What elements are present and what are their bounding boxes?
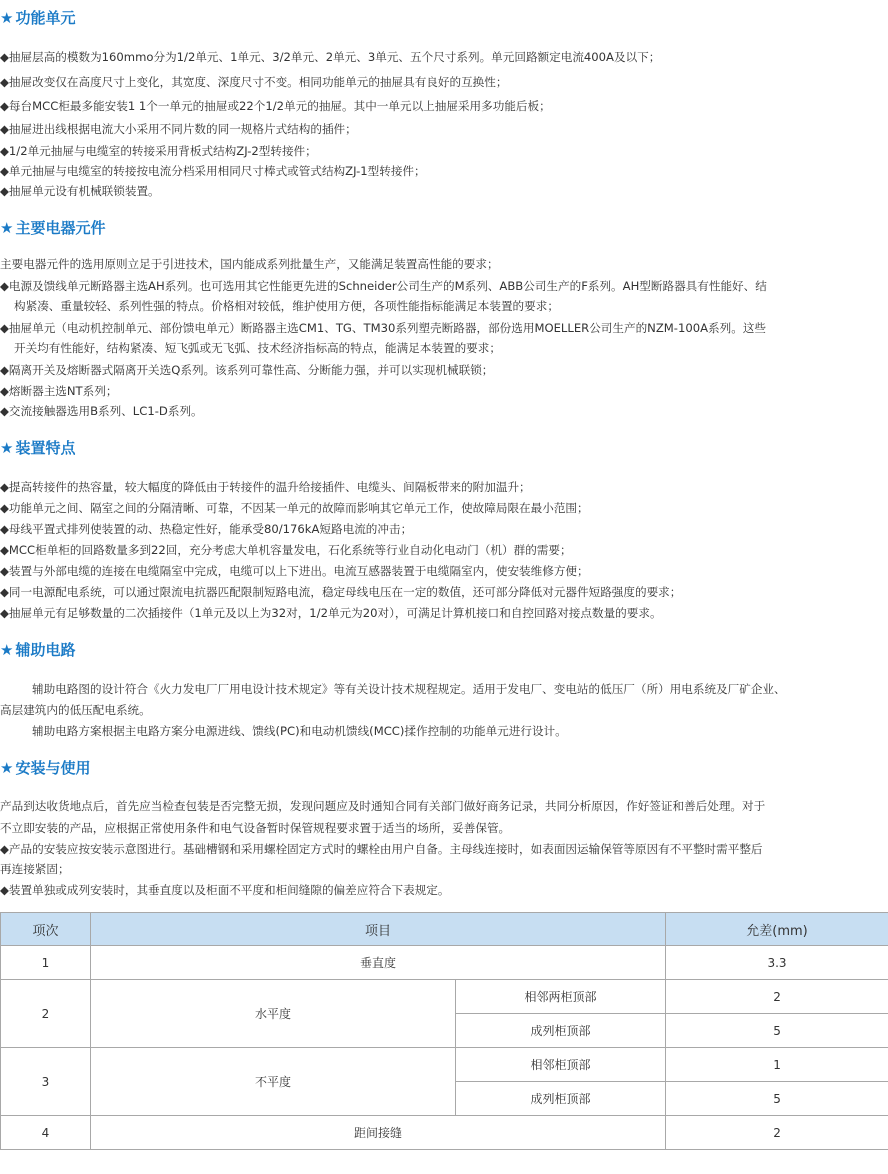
table-header-row	[1, 913, 888, 946]
row-value: 3.3	[666, 946, 888, 980]
star-icon: ★	[0, 439, 14, 457]
s4-line: 辅助电路方案根据主电路方案分电源进线、馈线(PC)和电动机馈线(MCC)揉作控制的功能单元进行设计。	[32, 724, 567, 738]
s4-line: 高层建筑内的低压配电系统。	[0, 703, 151, 717]
s4-line: 辅助电路图的设计符合《火力发电厂厂用电设计技术规定》等有关设计技术规程规定。适用于发电厂、变电站的低压厂（所）用电系统及厂矿企业、	[32, 682, 786, 696]
row-value: 5	[666, 1014, 888, 1048]
row-item: 垂直度	[91, 946, 666, 980]
s1-line: ◆抽屉进出线根据电流大小采用不同片数的同一规格片式结构的插件；	[0, 122, 357, 136]
s5-line: 产品到达收货地点后，首先应当检查包装是否完整无损，发现问题应及时通知合同有关部门做好商务记录，共同分析原因，作好签证和善后处理。对于	[0, 799, 766, 813]
table-row	[1, 1048, 888, 1082]
row-value: 5	[666, 1082, 888, 1116]
row-item: 不平度	[91, 1048, 456, 1116]
table-row	[1, 1116, 888, 1150]
row-subitem: 相邻两柜顶部	[456, 980, 666, 1014]
s5-line: 不立即安装的产品，应根据正常使用条件和电气设备暂时保管规程要求置于适当的场所，妥善保管。	[0, 821, 511, 835]
s2-line: ◆熔断器主选NT系列；	[0, 384, 118, 398]
row-value: 2	[666, 1116, 888, 1150]
s1-line: ◆每台MCC柜最多能安装1 1个一单元的抽屉或22个1/2单元的抽屉。其中一单元以上抽屉采用多功能后板；	[0, 99, 551, 113]
s2-line: ◆隔离开关及熔断器式隔离开关选Q系列。该系列可靠性高、分断能力强，并可以实现机械联锁；	[0, 363, 494, 377]
row-no: 2	[1, 980, 91, 1048]
row-item: 水平度	[91, 980, 456, 1048]
s3-line: ◆提高转接件的热容量，较大幅度的降低由于转接件的温升给接插件、电缆头、间隔板带来的附加温升；	[0, 480, 531, 494]
star-icon: ★	[0, 641, 14, 659]
s2-line: ◆交流接触器选用B系列、LC1-D系列。	[0, 404, 203, 418]
row-value: 2	[666, 980, 888, 1014]
s1-line: ◆单元抽屉与电缆室的转接按电流分档采用相同尺寸棒式或管式结构ZJ-1型转接件；	[0, 164, 426, 178]
star-icon: ★	[0, 759, 14, 777]
s3-line: ◆装置与外部电缆的连接在电缆隔室中完成，电缆可以上下进出。电流互感器装置于电缆隔室内，使安装维修方便；	[0, 564, 589, 578]
s1-line: ◆抽屉改变仅在高度尺寸上变化，其宽度、深度尺寸不变。相同功能单元的抽屉具有良好的互换性；	[0, 75, 508, 89]
s3-line: ◆功能单元之间、隔室之间的分隔清晰、可靠，不因某一单元的故障而影响其它单元工作，使故障局限在最小范围；	[0, 501, 589, 515]
section-title-auxiliary-circuit: ★ 辅助电路	[0, 641, 76, 659]
star-icon: ★	[0, 9, 14, 27]
s1-line: ◆抽屉单元设有机械联锁装置。	[0, 184, 160, 198]
header-no: 项次	[1, 913, 91, 946]
table-row	[1, 980, 888, 1014]
row-subitem: 相邻柜顶部	[456, 1048, 666, 1082]
section-title-main-components: ★ 主要电器元件	[0, 219, 106, 237]
s3-line: ◆抽屉单元有足够数量的二次插接件（1单元及以上为32对，1/2单元为20对），可满足计算机接口和自控回路对接点数量的要求。	[0, 606, 662, 620]
s3-line: ◆MCC柜单柜的回路数量多到22回，充分考虑大单机容量发电，石化系统等行业自动化电动门（机）群的需要；	[0, 543, 572, 557]
s2-line: 开关均有性能好，结构紧凑、短飞弧或无飞弧、技术经济指标高的特点，能满足本装置的要求；	[14, 341, 501, 355]
row-no: 1	[1, 946, 91, 980]
row-value: 1	[666, 1048, 888, 1082]
s2-line: ◆电源及馈线单元断路器主选AH系列。也可选用其它性能更先进的Schneider公司生产的M系列、ABB公司生产的F系列。AH型断路器具有性能好、结	[0, 279, 767, 293]
table-row	[1, 946, 888, 980]
s2-line: 主要电器元件的选用原则立足于引进技术，国内能成系列批量生产，又能满足装置高性能的要求；	[0, 257, 499, 271]
header-item: 项目	[91, 913, 666, 946]
s3-line: ◆母线平置式排列使装置的动、热稳定性好，能承受80/176kA短路电流的冲击；	[0, 522, 413, 536]
star-icon: ★	[0, 219, 14, 237]
s2-line: 构紧凑、重量较轻、系列性强的特点。价格相对较低，维护使用方便，各项性能指标能满足本装置的要求；	[14, 299, 559, 313]
tolerance-table	[0, 912, 888, 1150]
row-item: 距间接缝	[91, 1116, 666, 1150]
s1-line: ◆1/2单元抽屉与电缆室的转接采用背板式结构ZJ-2型转接件；	[0, 144, 317, 158]
s1-line: ◆抽屉层高的模数为160mmo分为1/2单元、1单元、3/2单元、2单元、3单元、五个尺寸系列。单元回路额定电流400A及以下；	[0, 50, 661, 64]
row-no: 4	[1, 1116, 91, 1150]
s5-line: ◆装置单独或成列安装时，其垂直度以及柜面不平度和柜间缝隙的偏差应符合下表规定。	[0, 883, 450, 897]
section-title-device-features: ★ 装置特点	[0, 439, 76, 457]
s2-line: ◆抽屉单元（电动机控制单元、部份馈电单元）断路器主选CM1、TG、TM30系列塑壳断路器，部份选用MOELLER公司生产的NZM-100A系列。这些	[0, 321, 767, 335]
section-title-installation: ★ 安装与使用	[0, 759, 91, 777]
row-subitem: 成列柜顶部	[456, 1082, 666, 1116]
section-title-functional-units: ★ 功能单元	[0, 9, 76, 27]
s5-line: ◆产品的安装应按安装示意图进行。基础槽钢和采用螺栓固定方式时的螺栓由用户自备。主母线连接时，如表面因运输保管等原因有不平整时需平整后	[0, 842, 763, 856]
row-subitem: 成列柜顶部	[456, 1014, 666, 1048]
s5-line: 再连接紧固；	[0, 862, 70, 876]
header-tolerance: 允差(mm)	[666, 913, 888, 946]
row-no: 3	[1, 1048, 91, 1116]
s3-line: ◆同一电源配电系统，可以通过限流电抗器匹配限制短路电流，稳定母线电压在一定的数值，还可部分降低对元器件短路强度的要求；	[0, 585, 682, 599]
